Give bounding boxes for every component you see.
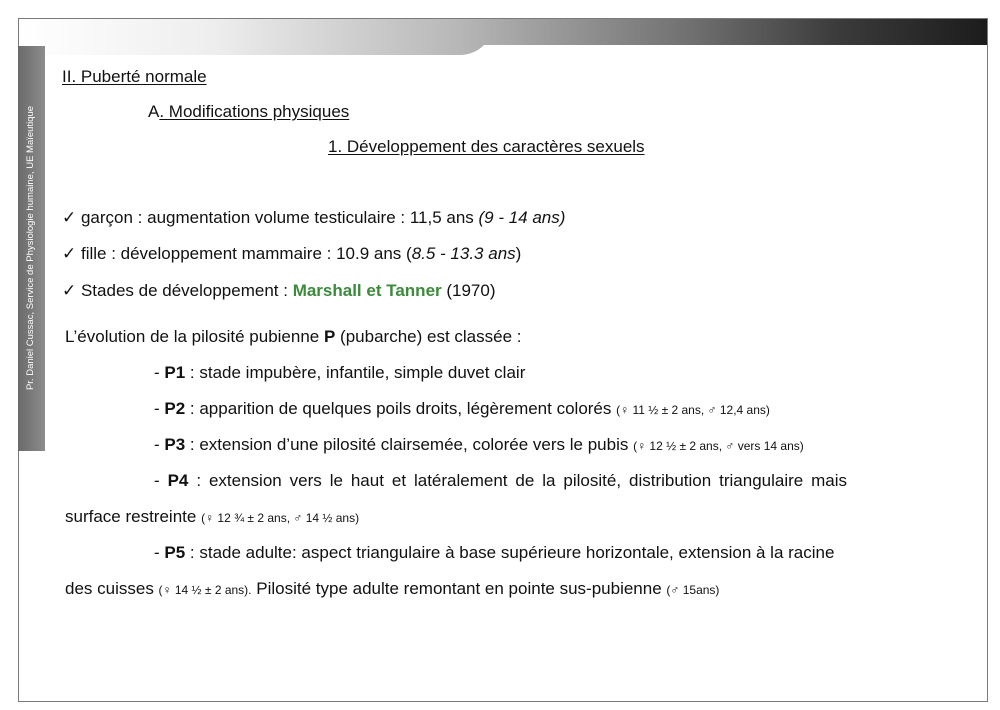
heading-level-2-text: . Modifications physiques [159, 102, 350, 121]
stage-p2-ages: (♀ 11 ½ ± 2 ans, ♂ 12,4 ans) [616, 403, 770, 417]
check-icon: ✓ [62, 208, 77, 227]
stage-p4-continued: surface restreinte (♀ 12 ¾ ± 2 ans, ♂ 14 ½ ans) [65, 507, 360, 526]
stage-p5: - P5 : stade adulte: aspect triangulaire à base supérieure horizontale, extension à la racine [154, 543, 835, 562]
stage-p4-ages: (♀ 12 ¾ ± 2 ans, ♂ 14 ½ ans) [201, 511, 360, 525]
stage-p4: - P4 : extension vers le haut et latéralement de la pilosité, distribution triangulaire mais [154, 471, 848, 490]
stage-p2: - P2 : apparition de quelques poils droits, légèrement colorés (♀ 11 ½ ± 2 ans, ♂ 12,4 ans) [154, 399, 770, 418]
heading-level-2-prefix: A [148, 102, 160, 121]
stage-p1: - P1 : stade impubère, infantile, simple duvet clair [154, 363, 526, 382]
stage-p5-continued: des cuisses (♀ 14 ½ ± 2 ans). Pilosité type adulte remontant en pointe sus-pubienne (♂ 15ans) [65, 579, 720, 598]
stage-p5-ages-female: (♀ 14 ½ ± 2 ans). [158, 583, 252, 597]
heading-level-3: 1. Développement des caractères sexuels [328, 137, 645, 156]
intro-sentence: L’évolution de la pilosité pubienne P (pubarche) est classée : [65, 327, 522, 346]
heading-level-1: II. Puberté normale [62, 67, 207, 86]
heading-level-2 [148, 101, 349, 123]
bullet-boys: ✓ garçon : augmentation volume testiculaire : 11,5 ans (9 - 14 ans) [62, 208, 566, 227]
stage-p3: - P3 : extension d’une pilosité clairsemée, colorée vers le pubis (♀ 12 ½ ± 2 ans, ♂ vers 14 ans) [154, 435, 804, 454]
bullet-stages: ✓ Stades de développement : Marshall et Tanner (1970) [62, 281, 496, 300]
header-tab-shape [19, 45, 987, 65]
bullet-girls: ✓ fille : développement mammaire : 10.9 ans (8.5 - 13.3 ans) [62, 244, 522, 263]
check-icon: ✓ [62, 244, 77, 263]
stage-p5-ages-male: (♂ 15ans) [666, 583, 720, 597]
author-credit: Pr. Daniel Cussac, Service de Physiologie humaine, UE Maïeutique [25, 105, 36, 391]
check-icon: ✓ [62, 281, 77, 300]
marshall-tanner-highlight: Marshall et Tanner [292, 281, 442, 300]
stage-p3-ages: (♀ 12 ½ ± 2 ans, ♂ vers 14 ans) [633, 439, 804, 453]
